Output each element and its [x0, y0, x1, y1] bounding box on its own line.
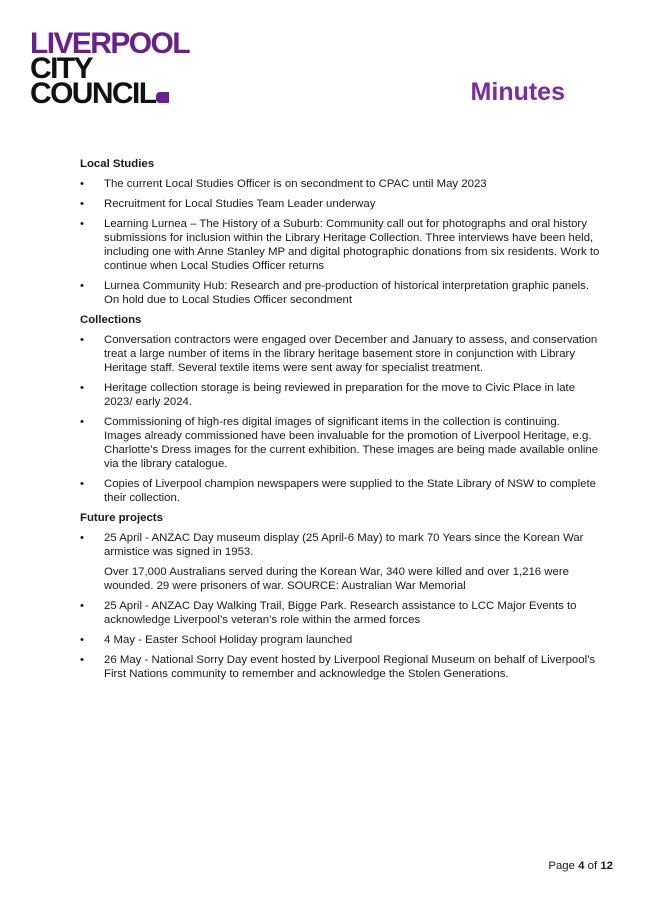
list-item — [80, 599, 600, 627]
bullet-icon: • — [80, 600, 84, 612]
bullet-icon: • — [80, 634, 84, 646]
list-item — [80, 653, 600, 681]
bullet-icon: • — [80, 178, 84, 190]
bullet-icon: • — [80, 382, 84, 394]
section-heading: Local Studies — [80, 158, 155, 170]
list-item-text: Commissioning of high-res digital images of significant items in the collection is continuing. Images already commissioned have been invaluable for the promotion of Liverpool Heritage, e.g. Charlotte’s Dress images for the current exhibition. These images are being made available online via the library catalogue. — [104, 416, 599, 470]
list-item-text: Conversation contractors were engaged over December and January to assess, and conservation treat a large number of items in the library heritage basement store in conjunction with Library Heritage staff. Several textile items were sent away for specialist treatment. — [104, 334, 598, 374]
list-item-text: Lurnea Community Hub: Research and pre-production of historical interpretation graphic panels. On hold due to Local Studies Officer secondment — [104, 280, 589, 306]
document-title: Minutes — [470, 78, 565, 106]
minutes-content — [80, 157, 600, 687]
logo-mark-icon — [156, 92, 169, 103]
section-future-projects — [80, 511, 600, 681]
list-item — [80, 477, 600, 505]
list-item — [80, 217, 600, 273]
bullet-list — [80, 333, 600, 505]
list-item — [80, 197, 600, 211]
list-item-text: Learning Lurnea – The History of a Suburb: Community call out for photographs and oral history submissions for inclusion within the Library Heritage Collection. Three interviews have been held, including one with Anne Stanley MP and digital photographic donations from six residents. Work to continue when Local Studies Officer returns — [104, 218, 600, 272]
page-current: 4 — [578, 860, 585, 872]
page-footer — [548, 860, 613, 872]
list-item — [80, 531, 600, 593]
logo-line-3 — [30, 77, 189, 110]
bullet-list — [80, 531, 600, 681]
bullet-icon: • — [80, 218, 84, 230]
list-item-text: 4 May - Easter School Holiday program launched — [104, 634, 353, 646]
list-item — [80, 279, 600, 307]
list-item — [80, 381, 600, 409]
list-item-text: Recruitment for Local Studies Team Leader underway — [104, 198, 376, 210]
section-local-studies — [80, 157, 600, 307]
sub-paragraph: Over 17,000 Australians served during the Korean War, 340 were killed and over 1,216 were wounded. 29 were prisoners of war. SOURCE: Australian War Memorial — [104, 566, 569, 592]
council-logo — [30, 27, 189, 110]
list-item — [80, 415, 600, 471]
logo-line-3-text: COUNCIL — [30, 77, 156, 110]
list-item-text: The current Local Studies Officer is on secondment to CPAC until May 2023 — [104, 178, 487, 190]
section-heading: Collections — [80, 314, 142, 326]
page-total: 12 — [600, 860, 613, 872]
list-item-text: 25 April - ANZAC Day Walking Trail, Bigge Park. Research assistance to LCC Major Events to acknowledge Liverpool’s veteran’s role within the armed forces — [104, 600, 577, 626]
list-item-text: Heritage collection storage is being reviewed in preparation for the move to Civic Place in late 2023/ early 2024. — [104, 382, 576, 408]
bullet-icon: • — [80, 416, 84, 428]
list-item-text: Copies of Liverpool champion newspapers were supplied to the State Library of NSW to complete their collection. — [104, 478, 596, 504]
bullet-icon: • — [80, 478, 84, 490]
page-label: Page — [548, 860, 575, 872]
bullet-icon: • — [80, 198, 84, 210]
list-item — [80, 333, 600, 375]
bullet-list — [80, 177, 600, 307]
bullet-icon: • — [80, 532, 84, 544]
bullet-icon: • — [80, 334, 84, 346]
list-item-text: 26 May - National Sorry Day event hosted by Liverpool Regional Museum on behalf of Liverpool’s First Nations community to remember and acknowledge the Stolen Generations. — [104, 654, 596, 680]
list-item — [80, 633, 600, 647]
section-heading: Future projects — [80, 512, 163, 524]
bullet-icon: • — [80, 280, 84, 292]
logo-line-2: CITY — [30, 52, 92, 85]
bullet-icon: • — [80, 654, 84, 666]
logo-line-1: LIVERPOOL — [30, 27, 189, 60]
list-item-text: 25 April - ANZAC Day museum display (25 April-6 May) to mark 70 Years since the Korean War armistice was signed in 1953. — [104, 532, 584, 558]
list-item — [80, 177, 600, 191]
section-collections — [80, 313, 600, 505]
page-separator: of — [587, 860, 598, 872]
